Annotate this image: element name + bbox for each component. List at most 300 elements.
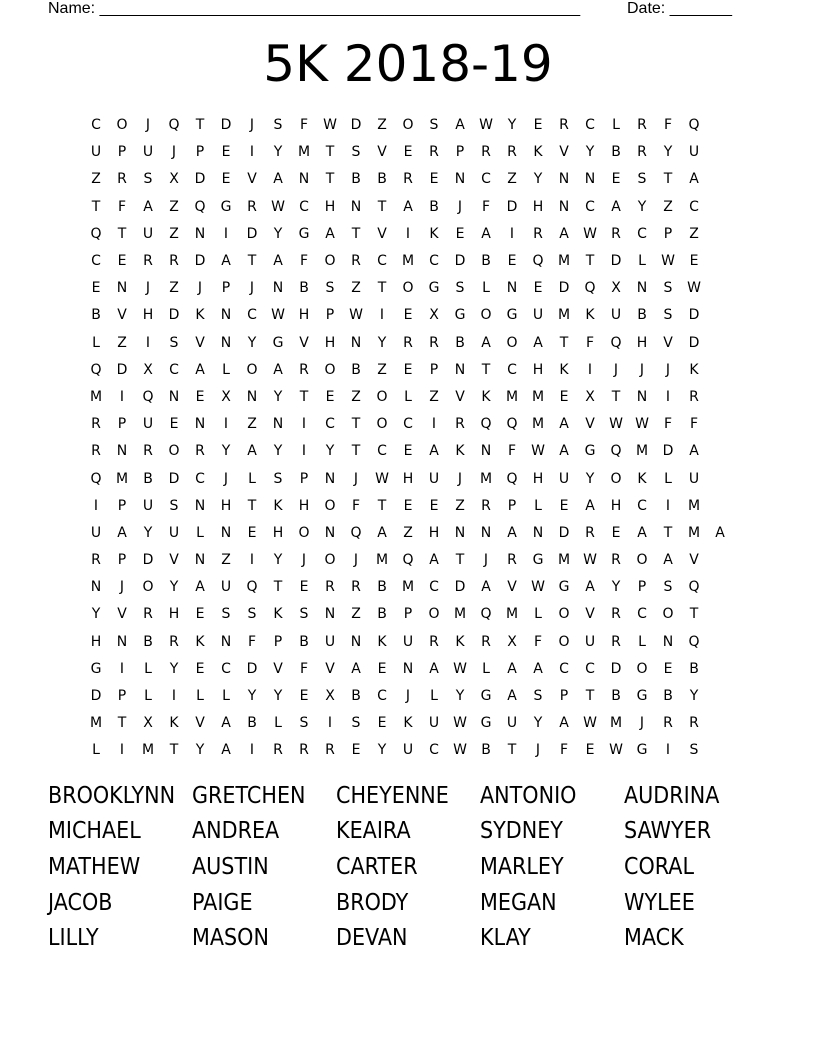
grid-letter[interactable]: A	[377, 524, 387, 541]
grid-letter[interactable]: R	[637, 144, 647, 161]
grid-letter[interactable]: S	[169, 497, 179, 514]
grid-letter[interactable]: T	[247, 497, 257, 514]
grid-letter[interactable]: R	[169, 633, 179, 650]
grid-letter[interactable]: F	[559, 742, 569, 759]
grid-letter[interactable]: J	[457, 470, 463, 487]
grid-letter[interactable]: A	[117, 524, 127, 541]
grid-letter[interactable]: N	[116, 633, 128, 650]
grid-letter[interactable]: L	[196, 688, 204, 705]
grid-letter[interactable]: F	[481, 198, 491, 215]
grid-letter[interactable]: K	[689, 361, 699, 378]
grid-letter[interactable]: P	[403, 606, 413, 623]
grid-letter[interactable]: W	[479, 117, 493, 134]
grid-letter[interactable]: L	[534, 497, 542, 514]
grid-letter[interactable]: E	[221, 144, 231, 161]
grid-letter[interactable]: D	[688, 307, 700, 324]
grid-letter[interactable]: U	[142, 497, 154, 514]
grid-letter[interactable]: O	[116, 117, 128, 134]
grid-letter[interactable]: T	[351, 443, 361, 460]
grid-letter[interactable]: P	[299, 470, 309, 487]
grid-letter[interactable]: M	[89, 388, 103, 405]
grid-letter[interactable]: D	[246, 660, 258, 677]
grid-letter[interactable]: M	[557, 253, 571, 270]
grid-letter[interactable]: T	[585, 688, 595, 705]
grid-letter[interactable]: R	[351, 579, 361, 596]
grid-letter[interactable]: Z	[169, 280, 179, 297]
grid-letter[interactable]: B	[247, 715, 257, 732]
grid-letter[interactable]: X	[143, 361, 153, 378]
grid-letter[interactable]: R	[351, 253, 361, 270]
grid-letter[interactable]: X	[325, 688, 335, 705]
grid-letter[interactable]: A	[481, 334, 491, 351]
grid-letter[interactable]: C	[429, 742, 439, 759]
grid-letter[interactable]: K	[533, 144, 543, 161]
grid-letter[interactable]: D	[350, 117, 362, 134]
grid-letter[interactable]: M	[635, 443, 649, 460]
grid-letter[interactable]: Q	[350, 524, 362, 541]
grid-letter[interactable]: G	[636, 742, 648, 759]
grid-letter[interactable]: L	[144, 688, 152, 705]
grid-letter[interactable]: F	[663, 416, 673, 433]
grid-letter[interactable]: M	[505, 388, 519, 405]
grid-letter[interactable]: Y	[611, 579, 621, 596]
grid-letter[interactable]: T	[325, 171, 335, 188]
grid-letter[interactable]: V	[585, 416, 595, 433]
grid-letter[interactable]: Z	[169, 198, 179, 215]
grid-letter[interactable]: H	[402, 470, 414, 487]
grid-letter[interactable]: R	[689, 715, 699, 732]
grid-letter[interactable]: R	[195, 443, 205, 460]
grid-letter[interactable]: R	[325, 742, 335, 759]
grid-letter[interactable]: K	[377, 633, 387, 650]
grid-letter[interactable]: Z	[169, 225, 179, 242]
grid-letter[interactable]: K	[455, 443, 465, 460]
grid-letter[interactable]: Y	[585, 470, 595, 487]
grid-letter[interactable]: T	[91, 198, 101, 215]
grid-letter[interactable]: M	[297, 144, 311, 161]
grid-letter[interactable]: E	[377, 660, 387, 677]
grid-letter[interactable]: U	[428, 470, 440, 487]
grid-letter[interactable]: N	[454, 171, 466, 188]
grid-letter[interactable]: I	[145, 334, 151, 351]
grid-letter[interactable]: D	[168, 470, 180, 487]
grid-letter[interactable]: Y	[585, 144, 595, 161]
grid-letter[interactable]: Y	[273, 552, 283, 569]
grid-letter[interactable]: J	[119, 579, 125, 596]
grid-letter[interactable]: S	[663, 579, 673, 596]
grid-letter[interactable]: G	[298, 225, 310, 242]
grid-letter[interactable]: C	[403, 416, 413, 433]
grid-letter[interactable]: R	[143, 443, 153, 460]
grid-letter[interactable]: O	[610, 470, 622, 487]
grid-letter[interactable]: N	[584, 171, 596, 188]
grid-letter[interactable]: L	[404, 388, 412, 405]
grid-letter[interactable]: B	[429, 198, 439, 215]
grid-letter[interactable]: R	[611, 225, 621, 242]
grid-letter[interactable]: L	[638, 633, 646, 650]
grid-letter[interactable]: Q	[90, 361, 102, 378]
grid-letter[interactable]: B	[143, 470, 153, 487]
grid-letter[interactable]: M	[115, 470, 129, 487]
grid-letter[interactable]: E	[559, 388, 569, 405]
grid-letter[interactable]: S	[455, 280, 465, 297]
grid-letter[interactable]: R	[585, 524, 595, 541]
grid-letter[interactable]: R	[91, 552, 101, 569]
grid-letter[interactable]: E	[377, 715, 387, 732]
grid-letter[interactable]: A	[221, 742, 231, 759]
grid-letter[interactable]: T	[481, 361, 491, 378]
grid-letter[interactable]: E	[91, 280, 101, 297]
grid-letter[interactable]: R	[429, 334, 439, 351]
grid-letter[interactable]: C	[91, 117, 101, 134]
grid-letter[interactable]: X	[169, 171, 179, 188]
grid-letter[interactable]: I	[301, 443, 307, 460]
grid-letter[interactable]: P	[455, 144, 465, 161]
grid-letter[interactable]: V	[455, 388, 465, 405]
grid-letter[interactable]: G	[558, 579, 570, 596]
grid-letter[interactable]: A	[429, 552, 439, 569]
grid-letter[interactable]: D	[246, 225, 258, 242]
grid-letter[interactable]: Q	[142, 388, 154, 405]
grid-letter[interactable]: E	[559, 497, 569, 514]
grid-letter[interactable]: R	[403, 334, 413, 351]
grid-letter[interactable]: H	[272, 524, 284, 541]
grid-letter[interactable]: D	[506, 198, 518, 215]
grid-letter[interactable]: U	[142, 416, 154, 433]
grid-letter[interactable]: E	[429, 497, 439, 514]
grid-letter[interactable]: O	[324, 361, 336, 378]
grid-letter[interactable]: D	[610, 660, 622, 677]
grid-letter[interactable]: N	[480, 524, 492, 541]
grid-letter[interactable]: Y	[91, 606, 101, 623]
grid-letter[interactable]: Y	[247, 688, 257, 705]
grid-letter[interactable]: P	[195, 144, 205, 161]
grid-letter[interactable]: V	[559, 144, 569, 161]
grid-letter[interactable]: N	[168, 388, 180, 405]
grid-letter[interactable]: V	[117, 606, 127, 623]
grid-letter[interactable]: Q	[90, 225, 102, 242]
grid-letter[interactable]: S	[273, 117, 283, 134]
grid-letter[interactable]: V	[299, 334, 309, 351]
grid-letter[interactable]: O	[168, 443, 180, 460]
grid-letter[interactable]: N	[220, 524, 232, 541]
grid-letter[interactable]: I	[171, 688, 177, 705]
grid-letter[interactable]: Q	[584, 280, 596, 297]
grid-letter[interactable]: U	[142, 225, 154, 242]
grid-letter[interactable]: C	[429, 579, 439, 596]
grid-letter[interactable]: J	[145, 117, 151, 134]
grid-letter[interactable]: B	[663, 688, 673, 705]
grid-letter[interactable]: N	[194, 416, 206, 433]
grid-letter[interactable]: A	[585, 497, 595, 514]
grid-letter[interactable]: I	[587, 361, 593, 378]
grid-letter[interactable]: S	[533, 688, 543, 705]
grid-letter[interactable]: Q	[532, 253, 544, 270]
grid-letter[interactable]: E	[221, 171, 231, 188]
grid-letter[interactable]: Y	[221, 443, 231, 460]
grid-letter[interactable]: F	[507, 443, 517, 460]
grid-letter[interactable]: Y	[377, 334, 387, 351]
grid-letter[interactable]: A	[351, 660, 361, 677]
grid-letter[interactable]: A	[585, 579, 595, 596]
grid-letter[interactable]: H	[610, 497, 622, 514]
grid-letter[interactable]: A	[533, 334, 543, 351]
grid-letter[interactable]: L	[248, 470, 256, 487]
grid-letter[interactable]: P	[325, 307, 335, 324]
grid-letter[interactable]: K	[273, 606, 283, 623]
grid-letter[interactable]: F	[663, 117, 673, 134]
grid-letter[interactable]: K	[195, 633, 205, 650]
grid-letter[interactable]: T	[377, 280, 387, 297]
grid-letter[interactable]: P	[117, 552, 127, 569]
grid-letter[interactable]: M	[687, 524, 701, 541]
grid-letter[interactable]: J	[405, 688, 411, 705]
grid-letter[interactable]: U	[610, 307, 622, 324]
grid-letter[interactable]: T	[377, 198, 387, 215]
grid-letter[interactable]: T	[507, 742, 517, 759]
grid-letter[interactable]: H	[90, 633, 102, 650]
grid-letter[interactable]: N	[454, 361, 466, 378]
grid-letter[interactable]: O	[662, 606, 674, 623]
grid-letter[interactable]: R	[91, 443, 101, 460]
grid-letter[interactable]: L	[638, 253, 646, 270]
grid-letter[interactable]: I	[119, 660, 125, 677]
grid-letter[interactable]: T	[247, 253, 257, 270]
grid-letter[interactable]: C	[429, 253, 439, 270]
grid-letter[interactable]: B	[299, 633, 309, 650]
grid-letter[interactable]: U	[506, 715, 518, 732]
grid-letter[interactable]: K	[585, 307, 595, 324]
grid-letter[interactable]: Q	[688, 579, 700, 596]
grid-letter[interactable]: D	[116, 361, 128, 378]
grid-letter[interactable]: N	[272, 416, 284, 433]
grid-letter[interactable]: I	[93, 497, 99, 514]
grid-letter[interactable]: O	[558, 633, 570, 650]
grid-letter[interactable]: P	[117, 688, 127, 705]
grid-letter[interactable]: M	[453, 606, 467, 623]
grid-letter[interactable]: R	[143, 606, 153, 623]
grid-letter[interactable]: A	[533, 660, 543, 677]
grid-letter[interactable]: A	[325, 225, 335, 242]
grid-letter[interactable]: N	[558, 171, 570, 188]
grid-letter[interactable]: T	[299, 388, 309, 405]
grid-letter[interactable]: U	[558, 470, 570, 487]
grid-letter[interactable]: T	[663, 171, 673, 188]
grid-letter[interactable]: W	[687, 280, 701, 297]
grid-letter[interactable]: U	[428, 715, 440, 732]
grid-letter[interactable]: A	[455, 117, 465, 134]
grid-letter[interactable]: A	[195, 579, 205, 596]
grid-letter[interactable]: R	[481, 144, 491, 161]
grid-letter[interactable]: O	[324, 552, 336, 569]
grid-letter[interactable]: A	[689, 171, 699, 188]
grid-letter[interactable]: T	[611, 388, 621, 405]
grid-letter[interactable]: N	[350, 198, 362, 215]
grid-letter[interactable]: U	[584, 633, 596, 650]
grid-letter[interactable]: J	[613, 361, 619, 378]
grid-letter[interactable]: A	[221, 253, 231, 270]
grid-letter[interactable]: W	[453, 715, 467, 732]
grid-letter[interactable]: F	[299, 253, 309, 270]
grid-letter[interactable]: M	[375, 552, 389, 569]
grid-letter[interactable]: L	[92, 334, 100, 351]
grid-letter[interactable]: D	[220, 117, 232, 134]
grid-letter[interactable]: Y	[273, 443, 283, 460]
grid-letter[interactable]: Z	[351, 280, 361, 297]
grid-letter[interactable]: M	[479, 470, 493, 487]
grid-letter[interactable]: R	[663, 715, 673, 732]
grid-letter[interactable]: G	[480, 715, 492, 732]
grid-letter[interactable]: B	[611, 144, 621, 161]
grid-letter[interactable]: V	[195, 334, 205, 351]
grid-letter[interactable]: D	[662, 443, 674, 460]
grid-letter[interactable]: O	[142, 579, 154, 596]
grid-letter[interactable]: P	[429, 361, 439, 378]
grid-letter[interactable]: Q	[246, 579, 258, 596]
grid-letter[interactable]: R	[611, 606, 621, 623]
grid-letter[interactable]: Q	[480, 416, 492, 433]
grid-letter[interactable]: V	[195, 715, 205, 732]
grid-letter[interactable]: G	[636, 688, 648, 705]
grid-letter[interactable]: D	[454, 579, 466, 596]
grid-letter[interactable]: U	[220, 579, 232, 596]
grid-letter[interactable]: C	[325, 416, 335, 433]
grid-letter[interactable]: J	[145, 280, 151, 297]
grid-letter[interactable]: R	[507, 552, 517, 569]
grid-letter[interactable]: C	[637, 606, 647, 623]
grid-letter[interactable]: X	[585, 388, 595, 405]
grid-letter[interactable]: B	[377, 171, 387, 188]
grid-letter[interactable]: G	[532, 552, 544, 569]
grid-letter[interactable]: H	[324, 198, 336, 215]
grid-letter[interactable]: F	[117, 198, 127, 215]
grid-letter[interactable]: N	[90, 579, 102, 596]
grid-letter[interactable]: E	[403, 497, 413, 514]
grid-letter[interactable]: W	[583, 715, 597, 732]
grid-letter[interactable]: E	[663, 660, 673, 677]
grid-letter[interactable]: F	[351, 497, 361, 514]
grid-letter[interactable]: H	[298, 497, 310, 514]
grid-letter[interactable]: L	[430, 688, 438, 705]
grid-letter[interactable]: R	[299, 361, 309, 378]
grid-letter[interactable]: Q	[610, 334, 622, 351]
grid-letter[interactable]: Z	[351, 388, 361, 405]
grid-letter[interactable]: D	[610, 253, 622, 270]
grid-letter[interactable]: U	[402, 742, 414, 759]
grid-letter[interactable]: W	[583, 225, 597, 242]
grid-letter[interactable]: R	[325, 579, 335, 596]
grid-letter[interactable]: S	[299, 715, 309, 732]
grid-letter[interactable]: J	[223, 470, 229, 487]
grid-letter[interactable]: I	[379, 307, 385, 324]
grid-letter[interactable]: N	[636, 388, 648, 405]
grid-letter[interactable]: A	[559, 225, 569, 242]
grid-letter[interactable]: X	[507, 633, 517, 650]
grid-letter[interactable]: Y	[325, 443, 335, 460]
grid-letter[interactable]: V	[663, 334, 673, 351]
grid-letter[interactable]: T	[195, 117, 205, 134]
grid-letter[interactable]: E	[455, 225, 465, 242]
grid-letter[interactable]: V	[507, 579, 517, 596]
grid-letter[interactable]: L	[196, 524, 204, 541]
grid-letter[interactable]: S	[663, 307, 673, 324]
grid-letter[interactable]: V	[377, 225, 387, 242]
grid-letter[interactable]: W	[271, 307, 285, 324]
grid-letter[interactable]: L	[274, 715, 282, 732]
grid-letter[interactable]: T	[663, 524, 673, 541]
grid-letter[interactable]: R	[559, 117, 569, 134]
grid-letter[interactable]: S	[663, 280, 673, 297]
grid-letter[interactable]: G	[480, 688, 492, 705]
grid-letter[interactable]: E	[169, 416, 179, 433]
grid-letter[interactable]: A	[481, 579, 491, 596]
grid-letter[interactable]: P	[663, 225, 673, 242]
grid-letter[interactable]: M	[401, 253, 415, 270]
grid-letter[interactable]: I	[249, 742, 255, 759]
grid-letter[interactable]: R	[273, 742, 283, 759]
grid-letter[interactable]: B	[481, 253, 491, 270]
grid-letter[interactable]: A	[273, 171, 283, 188]
grid-letter[interactable]: G	[506, 307, 518, 324]
grid-letter[interactable]: H	[636, 334, 648, 351]
grid-letter[interactable]: O	[506, 334, 518, 351]
grid-letter[interactable]: O	[480, 307, 492, 324]
grid-letter[interactable]: A	[507, 524, 517, 541]
grid-letter[interactable]: Y	[169, 579, 179, 596]
grid-letter[interactable]: C	[377, 688, 387, 705]
grid-letter[interactable]: S	[351, 144, 361, 161]
grid-letter[interactable]: O	[558, 606, 570, 623]
grid-letter[interactable]: C	[377, 253, 387, 270]
grid-letter[interactable]: K	[429, 225, 439, 242]
grid-letter[interactable]: E	[403, 144, 413, 161]
grid-letter[interactable]: Y	[637, 198, 647, 215]
grid-letter[interactable]: E	[299, 688, 309, 705]
grid-letter[interactable]: B	[351, 361, 361, 378]
grid-letter[interactable]: Q	[194, 198, 206, 215]
grid-letter[interactable]: B	[377, 606, 387, 623]
grid-letter[interactable]: H	[142, 307, 154, 324]
grid-letter[interactable]: G	[220, 198, 232, 215]
grid-letter[interactable]: E	[351, 742, 361, 759]
grid-letter[interactable]: B	[377, 579, 387, 596]
grid-letter[interactable]: V	[377, 144, 387, 161]
grid-letter[interactable]: S	[273, 470, 283, 487]
grid-letter[interactable]: N	[324, 470, 336, 487]
grid-letter[interactable]: O	[636, 552, 648, 569]
grid-letter[interactable]: D	[142, 552, 154, 569]
grid-letter[interactable]: B	[351, 171, 361, 188]
grid-letter[interactable]: C	[195, 470, 205, 487]
grid-letter[interactable]: N	[194, 552, 206, 569]
grid-letter[interactable]: O	[402, 117, 414, 134]
letter-grid[interactable]	[83, 112, 733, 765]
grid-letter[interactable]: X	[221, 388, 231, 405]
grid-letter[interactable]: P	[637, 579, 647, 596]
grid-letter[interactable]: S	[143, 171, 153, 188]
grid-letter[interactable]: J	[301, 552, 307, 569]
grid-letter[interactable]: M	[401, 579, 415, 596]
grid-letter[interactable]: Z	[663, 198, 673, 215]
date-field-label[interactable]: Date: _______	[627, 0, 732, 17]
grid-letter[interactable]: Y	[273, 144, 283, 161]
grid-letter[interactable]: N	[272, 280, 284, 297]
grid-letter[interactable]: T	[273, 579, 283, 596]
grid-letter[interactable]: E	[403, 443, 413, 460]
grid-letter[interactable]: A	[221, 715, 231, 732]
grid-letter[interactable]: K	[637, 470, 647, 487]
grid-letter[interactable]: Z	[455, 497, 465, 514]
